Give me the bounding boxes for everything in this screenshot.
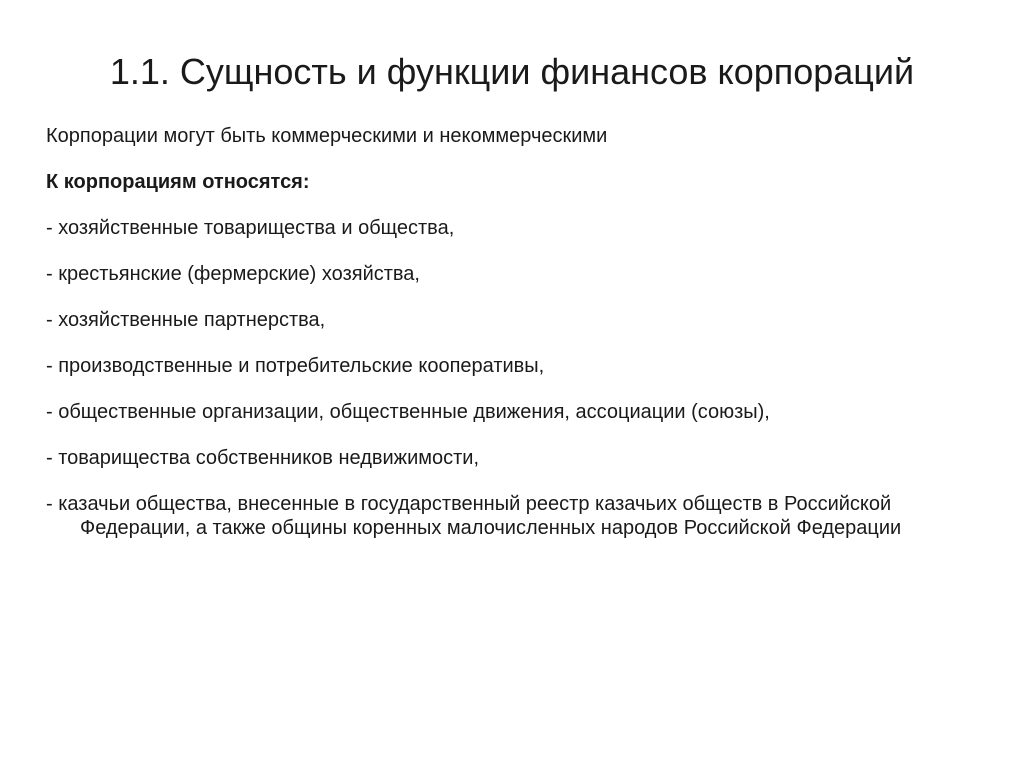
corporation-types-list [46, 216, 976, 540]
list-item: - хозяйственные партнерства, [46, 309, 326, 331]
list-item: - общественные организации, общественные движения, ассоциации (союзы), [46, 401, 770, 423]
list-item: - казачьи общества, внесенные в государственный реестр казачьих обществ в Российской Федерации, а также общины коренных малочисленных народов Российской Федерации [46, 493, 902, 539]
list-item: - хозяйственные товарищества и общества, [46, 217, 455, 239]
list-heading: К корпорациям относятся: [46, 171, 310, 193]
list-item: - крестьянские (фермерские) хозяйства, [46, 263, 420, 285]
list-item: - производственные и потребительские кооперативы, [46, 355, 545, 377]
slide-content [46, 124, 976, 562]
intro-text: Корпорации могут быть коммерческими и некоммерческими [46, 125, 608, 147]
list-item: - товарищества собственников недвижимости, [46, 447, 479, 469]
slide-title: 1.1. Сущность и функции финансов корпораций [109, 51, 915, 92]
